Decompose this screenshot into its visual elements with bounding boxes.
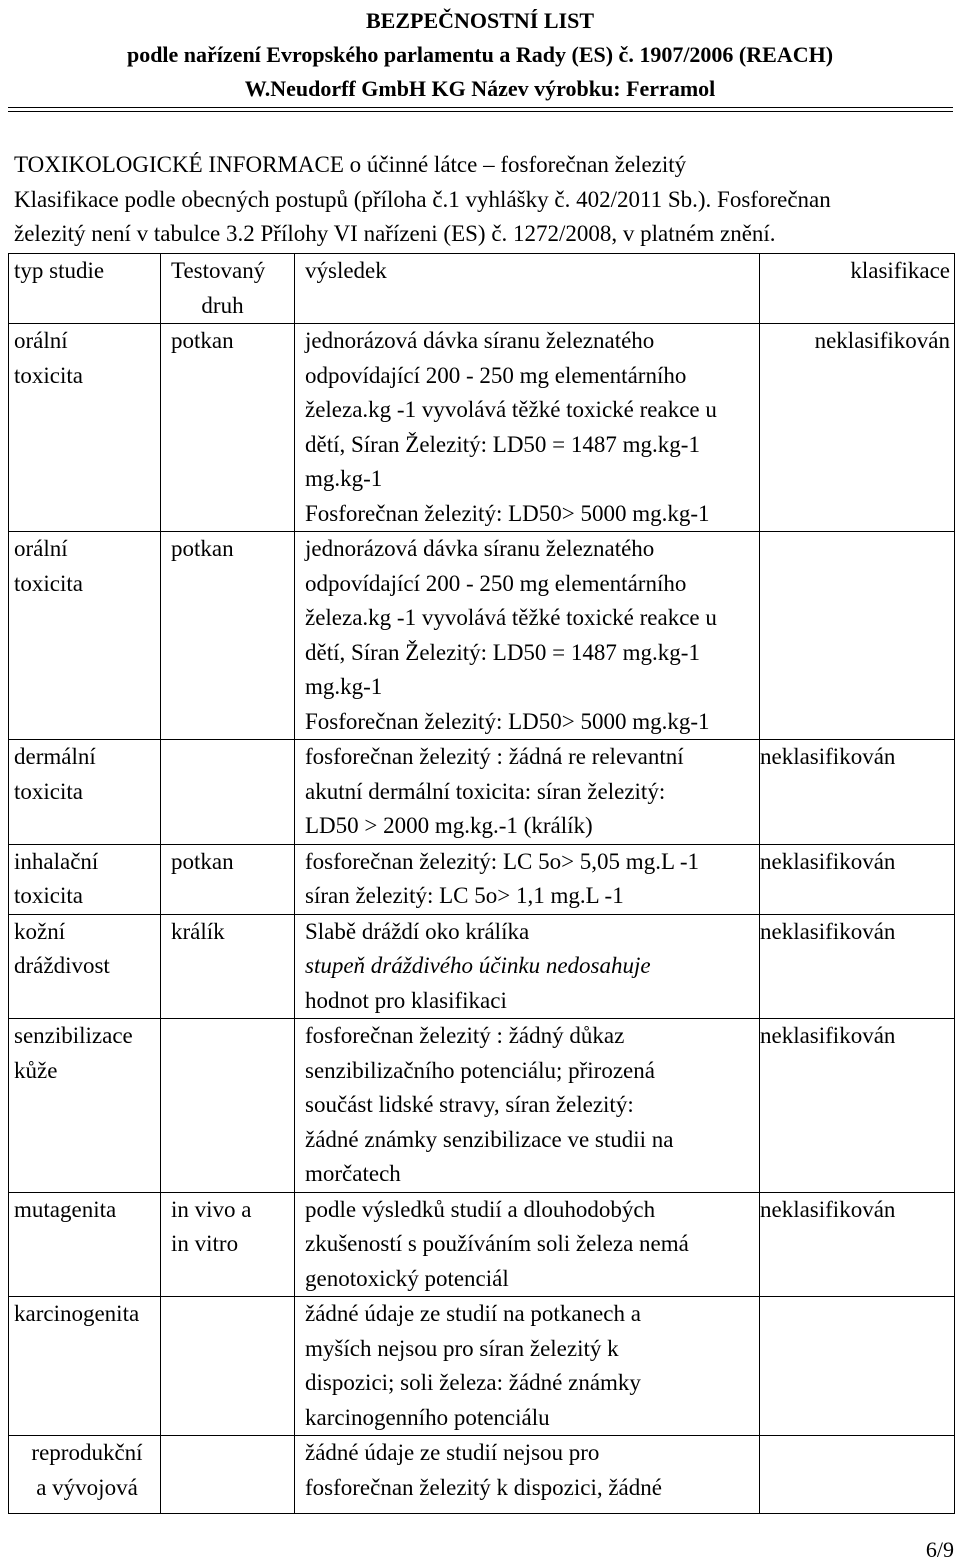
table-row — [9, 1192, 955, 1297]
classification-cell: neklasifikován — [760, 1019, 955, 1193]
study-cell: kožní dráždivost — [9, 914, 161, 1019]
table-row — [9, 844, 955, 914]
species-cell: potkan — [161, 532, 295, 740]
result-cell: fosforečnan železitý : žádná re relevantní akutní dermální toxicita: síran železitý: LD50 > 2000 mg.kg.-1 (králík) — [295, 740, 760, 845]
species-cell: králík — [161, 914, 295, 1019]
table-header-row — [9, 254, 955, 324]
study-cell: dermální toxicita — [9, 740, 161, 845]
study-cell: mutagenita — [9, 1192, 161, 1297]
table-row — [9, 1019, 955, 1193]
classification-cell — [760, 532, 955, 740]
result-cell: Slabě dráždí oko králíka stupeň dráždivého účinku nedosahuje hodnot pro klasifikaci — [295, 914, 760, 1019]
result-cell: jednorázová dávka síranu železnatého odpovídající 200 - 250 mg elementárního železa.kg -1 vyvolává těžké toxické reakce u dětí, Síran Železitý: LD50 = 1487 mg.kg-1 mg.kg-1 Fosforečnan železitý: LD50> 5000 mg.kg-1 — [295, 324, 760, 532]
classification-cell — [760, 1297, 955, 1436]
species-cell — [161, 1019, 295, 1193]
result-cell: žádné údaje ze studií nejsou pro fosforečnan železitý k dispozici, žádné — [295, 1436, 760, 1514]
species-cell: potkan — [161, 324, 295, 532]
table-row — [9, 914, 955, 1019]
study-cell: reprodukční a vývojová — [9, 1436, 161, 1514]
species-cell — [161, 1297, 295, 1436]
result-cell: fosforečnan železitý : žádný důkaz senzibilizačního potenciálu; přirozená součást lidské stravy, síran železitý: žádné známky senzibilizace ve studii na morčatech — [295, 1019, 760, 1193]
table-row — [9, 324, 955, 532]
toxicology-table — [8, 253, 955, 1514]
result-cell: fosforečnan železitý: LC 5o> 5,05 mg.L -1 síran železitý: LC 5o> 1,1 mg.L -1 — [295, 844, 760, 914]
species-cell — [161, 1436, 295, 1514]
table-row — [9, 740, 955, 845]
header-rule-top — [8, 107, 953, 108]
intro-text — [14, 148, 944, 252]
page-number: 6/9 — [925, 1537, 954, 1562]
document-header — [0, 4, 960, 106]
table-row — [9, 532, 955, 740]
study-cell: orální toxicita — [9, 532, 161, 740]
species-cell — [161, 740, 295, 845]
result-cell: podle výsledků studií a dlouhodobých zkušeností s používáním soli železa nemá genotoxický potenciál — [295, 1192, 760, 1297]
study-cell: senzibilizace kůže — [9, 1019, 161, 1193]
study-cell: karcinogenita — [9, 1297, 161, 1436]
header-regulation: podle nařízení Evropského parlamentu a Rady (ES) č. 1907/2006 (REACH) — [126, 42, 834, 67]
classification-cell: neklasifikován — [760, 740, 955, 845]
intro-line: TOXIKOLOGICKÉ INFORMACE o účinné látce – fosforečnan železitý — [14, 152, 687, 177]
result-cell: jednorázová dávka síranu železnatého odpovídající 200 - 250 mg elementárního železa.kg -1 vyvolává těžké toxické reakce u dětí, Síran Železitý: LD50 = 1487 mg.kg-1 mg.kg-1 Fosforečnan železitý: LD50> 5000 mg.kg-1 — [295, 532, 760, 740]
header-title: BEZPEČNOSTNÍ LIST — [365, 8, 595, 33]
classification-cell: neklasifikován — [760, 914, 955, 1019]
header-result: výsledek — [295, 254, 760, 324]
intro-line: Klasifikace podle obecných postupů (příloha č.1 vyhlášky č. 402/2011 Sb.). Fosforečnan — [14, 186, 831, 212]
species-cell: potkan — [161, 844, 295, 914]
classification-cell: neklasifikován — [760, 324, 955, 532]
classification-cell: neklasifikován — [760, 844, 955, 914]
study-cell: inhalační toxicita — [9, 844, 161, 914]
header-species: Testovaný druh — [161, 254, 295, 324]
classification-cell — [760, 1436, 955, 1514]
species-cell: in vivo a in vitro — [161, 1192, 295, 1297]
study-cell: orální toxicita — [9, 324, 161, 532]
header-classification: klasifikace — [760, 254, 955, 324]
intro-line: železitý není v tabulce 3.2 Přílohy VI nařízeni (ES) č. 1272/2008, v platném znění. — [14, 221, 776, 246]
table-row — [9, 1436, 955, 1514]
header-product: W.Neudorff GmbH KG Název výrobku: Ferramol — [244, 76, 716, 101]
header-study-type: typ studie — [9, 254, 161, 324]
table-row — [9, 1297, 955, 1436]
header-rule-bottom — [8, 111, 953, 112]
classification-cell: neklasifikován — [760, 1192, 955, 1297]
result-cell: žádné údaje ze studií na potkanech a myších nejsou pro síran železitý k dispozici; soli železa: žádné známky karcinogenního potenciálu — [295, 1297, 760, 1436]
